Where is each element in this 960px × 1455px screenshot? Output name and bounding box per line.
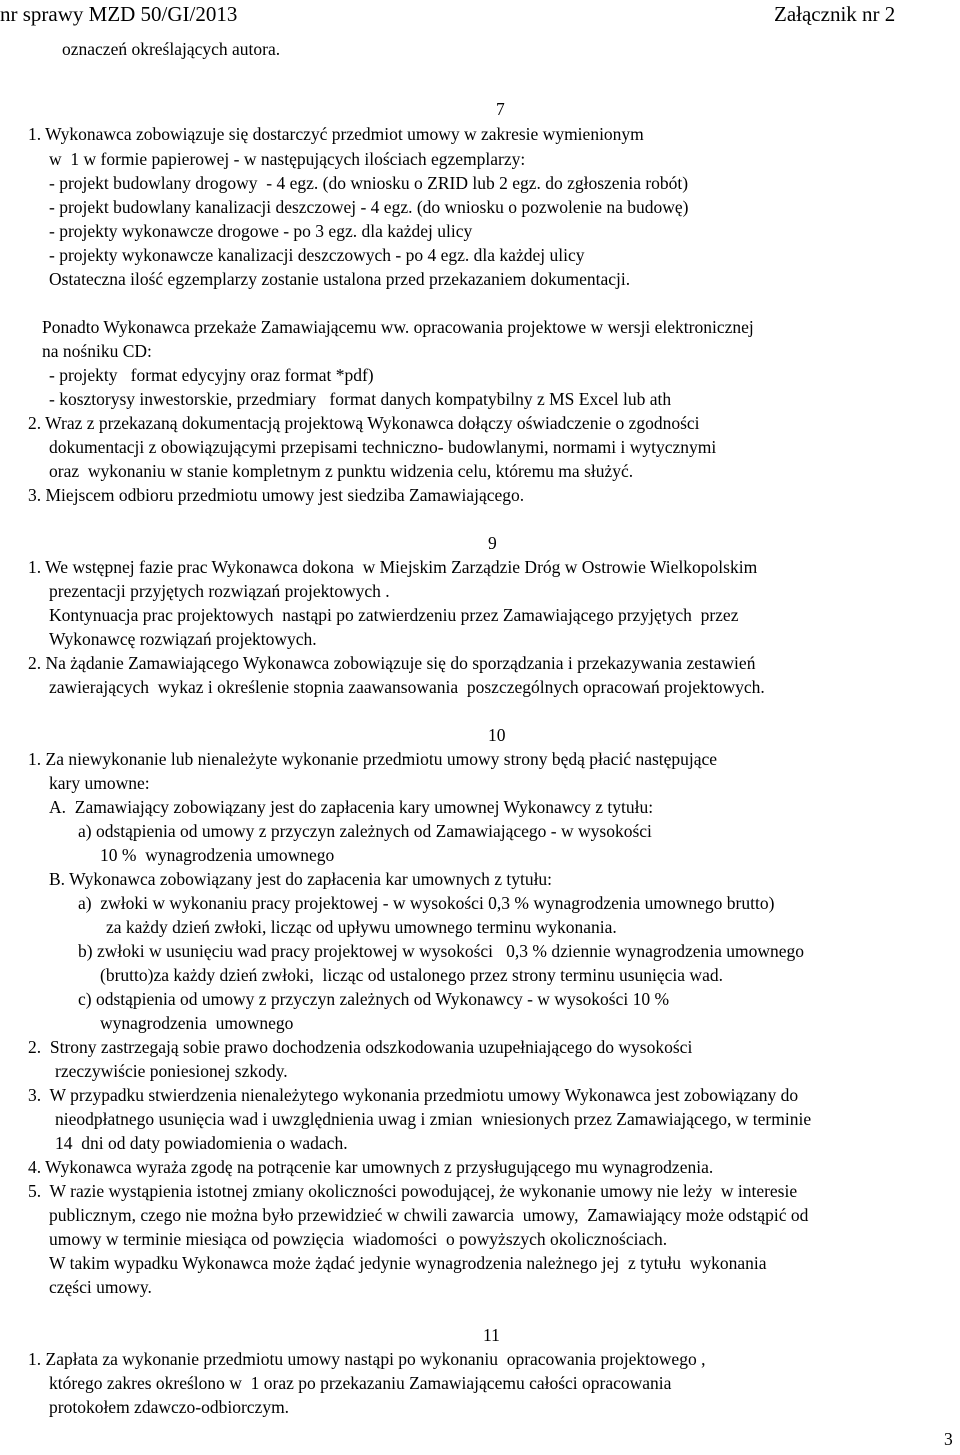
text-line: B. Wykonawca zobowiązany jest do zapłacenia kar umownych z tytułu: [49, 869, 553, 889]
text-line: za każdy dzień zwłoki, licząc od upływu umownego terminu wykonania. [106, 917, 617, 937]
text-line: w 1 w formie papierowej - w następujących ilościach egzemplarzy: [49, 149, 526, 169]
text-line: kary umowne: [49, 773, 150, 793]
text-line: 2. Wraz z przekazaną dokumentacją projektową Wykonawca dołączy oświadczenie o zgodności [28, 413, 700, 433]
text-line: Ostateczna ilość egzemplarzy zostanie ustalona przed przekazaniem dokumentacji. [49, 269, 631, 289]
text-line: 1. Wykonawca zobowiązuje się dostarczyć przedmiot umowy w zakresie wymienionym [28, 124, 644, 144]
text-line: c) odstąpienia od umowy z przyczyn zależnych od Wykonawcy - w wysokości 10 % [78, 989, 670, 1009]
text-line: Ponadto Wykonawca przekaże Zamawiającemu ww. opracowania projektowe w wersji elektronicznej [42, 317, 754, 337]
text-line: 1. Zapłata za wykonanie przedmiotu umowy nastąpi po wykonaniu opracowania projektowego , [28, 1349, 706, 1369]
text-line: 3. Miejscem odbioru przedmiotu umowy jest siedziba Zamawiającego. [28, 485, 525, 505]
section-number-7: 7 [496, 99, 505, 119]
text-line: wynagrodzenia umownego [100, 1013, 294, 1033]
text-line: 1. We wstępnej fazie prac Wykonawca dokona w Miejskim Zarządzie Dróg w Ostrowie Wielkopolskim [28, 557, 758, 577]
text-line: 14 dni od daty powiadomienia o wadach. [55, 1133, 348, 1153]
section-number-11: 11 [483, 1325, 500, 1345]
text-line: Kontynuacja prac projektowych nastąpi po zatwierdzeniu przez Zamawiającego przyjętych przez [49, 605, 739, 625]
text-line: 5. W razie wystąpienia istotnej zmiany okoliczności powodującej, że wykonanie umowy nie leży w interesie [28, 1181, 798, 1201]
text-line: a) odstąpienia od umowy z przyczyn zależnych od Zamawiającego - w wysokości [78, 821, 652, 841]
text-line: - projekt budowlany drogowy - 4 egz. (do wniosku o ZRID lub 2 egz. do zgłoszenia robót) [49, 173, 689, 193]
page-number: 3 [944, 1429, 953, 1449]
text-line: oznaczeń określających autora. [62, 39, 281, 59]
text-line: 10 % wynagrodzenia umownego [100, 845, 335, 865]
text-line: nieodpłatnego usunięcia wad i uwzględnienia uwag i zmian wniesionych przez Zamawiającego, w terminie [55, 1109, 812, 1129]
text-line: prezentacji przyjętych rozwiązań projektowych . [49, 581, 390, 601]
text-line: 2. Strony zastrzegają sobie prawo dochodzenia odszkodowania uzupełniającego do wysokości [28, 1037, 693, 1057]
text-line: protokołem zdawczo-odbiorczym. [49, 1397, 290, 1417]
text-line: 4. Wykonawca wyraża zgodę na potrącenie kar umownych z przysługującego mu wynagrodzenia. [28, 1157, 714, 1177]
text-line: - projekt budowlany kanalizacji deszczowej - 4 egz. (do wniosku o pozwolenie na budowę) [49, 197, 689, 217]
text-line: 1. Za niewykonanie lub nienależyte wykonanie przedmiotu umowy strony będą płacić następujące [28, 749, 718, 769]
text-line: na nośniku CD: [42, 341, 152, 361]
text-line: Wykonawcę rozwiązań projektowych. [49, 629, 317, 649]
text-line: W takim wypadku Wykonawca może żądać jedynie wynagrodzenia należnego jej z tytułu wykonania [49, 1253, 767, 1273]
text-line: zawierających wykaz i określenie stopnia zaawansowania poszczególnych opracowań projektowych. [49, 677, 765, 697]
text-line: rzeczywiście poniesionej szkody. [55, 1061, 288, 1081]
section-number-10: 10 [488, 725, 506, 745]
text-line: którego zakres określono w 1 oraz po przekazaniu Zamawiającemu całości opracowania [49, 1373, 672, 1393]
text-line: 2. Na żądanie Zamawiającego Wykonawca zobowiązuje się do sporządzania i przekazywania zestawień [28, 653, 756, 673]
text-line: 3. W przypadku stwierdzenia nienależytego wykonania przedmiotu umowy Wykonawca jest zobowiązany do [28, 1085, 799, 1105]
text-line: publicznym, czego nie można było przewidzieć w chwili zawarcia umowy, Zamawiający może odstąpić od [49, 1205, 809, 1225]
text-line: (brutto)za każdy dzień zwłoki, licząc od ustalonego przez strony terminu usunięcia wad. [100, 965, 723, 985]
text-line: - projekty wykonawcze kanalizacji deszczowych - po 4 egz. dla każdej ulicy [49, 245, 585, 265]
text-line: a) zwłoki w wykonaniu pracy projektowej - w wysokości 0,3 % wynagrodzenia umownego brutto) [78, 893, 775, 913]
text-line: - kosztorysy inwestorskie, przedmiary format danych kompatybilny z MS Excel lub ath [49, 389, 672, 409]
header-case-number: nr sprawy MZD 50/GI/2013 [0, 2, 238, 26]
text-line: - projekty wykonawcze drogowe - po 3 egz. dla każdej ulicy [49, 221, 473, 241]
text-line: - projekty format edycyjny oraz format *pdf) [49, 365, 374, 385]
section-number-9: 9 [488, 533, 497, 553]
text-line: umowy w terminie miesiąca od powzięcia wiadomości o powyższych okolicznościach. [49, 1229, 668, 1249]
text-line: części umowy. [49, 1277, 152, 1297]
text-line: A. Zamawiający zobowiązany jest do zapłacenia kary umownej Wykonawcy z tytułu: [49, 797, 654, 817]
text-line: oraz wykonaniu w stanie kompletnym z punktu widzenia celu, któremu ma służyć. [49, 461, 634, 481]
text-line: dokumentacji z obowiązującymi przepisami techniczno- budowlanymi, normami i wytycznymi [49, 437, 717, 457]
text-line: b) zwłoki w usunięciu wad pracy projektowej w wysokości 0,3 % dziennie wynagrodzenia umownego [78, 941, 805, 961]
header-attachment-label: Załącznik nr 2 [774, 2, 896, 26]
